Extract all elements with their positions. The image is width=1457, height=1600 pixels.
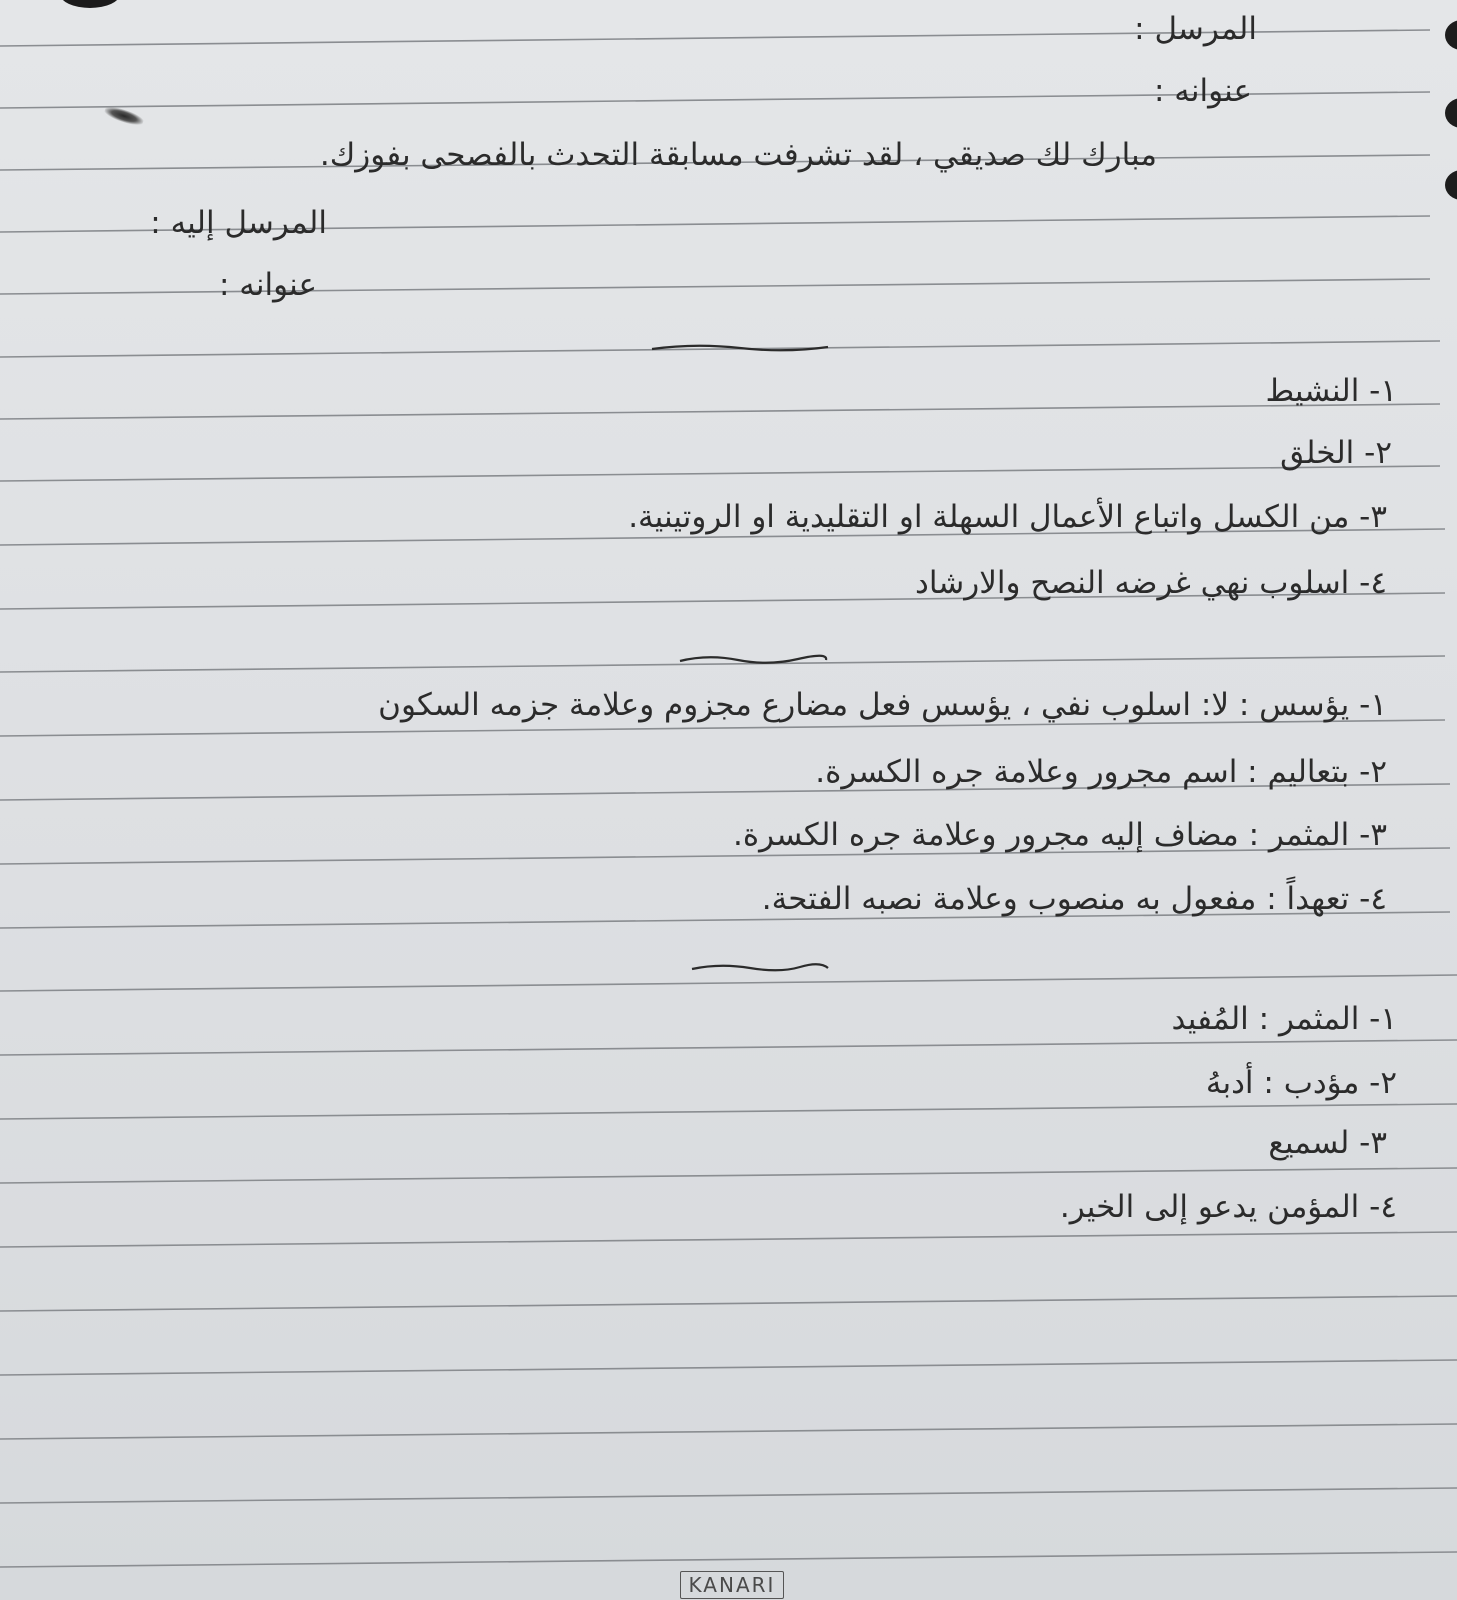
answer-3-4: ٤- تعهداً : مفعول به منصوب وعلامة نصبه الفتحة. xyxy=(761,881,1387,917)
answer-4-4: ٤- المؤمن يدعو إلى الخير. xyxy=(1059,1189,1397,1225)
section-divider xyxy=(650,341,830,355)
answer-2-1: ١- النشيط xyxy=(1265,373,1397,409)
sender-line: المرسل : xyxy=(1134,11,1257,47)
recipient-address-line: عنوانه : xyxy=(218,267,317,303)
ring-hole xyxy=(1445,98,1457,128)
ring-hole xyxy=(1445,170,1457,200)
answer-4-1: ١- المثمر : المُفيد xyxy=(1171,1001,1397,1037)
answer-2-4: ٤- اسلوب نهي غرضه النصح والارشاد xyxy=(915,565,1387,601)
section-divider xyxy=(690,960,830,974)
answer-2-3: ٣- من الكسل واتباع الأعمال السهلة او التقليدية او الروتينية. xyxy=(628,499,1387,535)
answer-4-3: ٣- لسميع xyxy=(1268,1125,1387,1161)
answer-3-3: ٣- المثمر : مضاف إليه مجرور وعلامة جره الكسرة. xyxy=(733,817,1387,853)
section-divider xyxy=(678,652,828,666)
congratulation-line: مبارك لك صديقي ، لقد تشرفت مسابقة التحدث بالفصحى بفوزك. xyxy=(319,137,1157,173)
recipient-line: المرسل إليه : xyxy=(150,205,327,241)
ring-hole xyxy=(1445,20,1457,50)
answer-2-2: ٢- الخلق xyxy=(1280,435,1392,471)
binder-ring-holes xyxy=(1439,20,1457,220)
sender-address-line: عنوانه : xyxy=(1153,73,1252,109)
brand-logo: KANARI xyxy=(680,1571,784,1599)
answer-3-1: ١- يؤسس : لا: اسلوب نفي ، يؤسس فعل مضارع مجزوم وعلامة جزمه السكون xyxy=(378,687,1387,723)
answer-3-2: ٢- بتعاليم : اسم مجرور وعلامة جره الكسرة. xyxy=(815,754,1387,790)
answer-4-2: ٢- مؤدب : أدبهُ xyxy=(1205,1065,1397,1101)
